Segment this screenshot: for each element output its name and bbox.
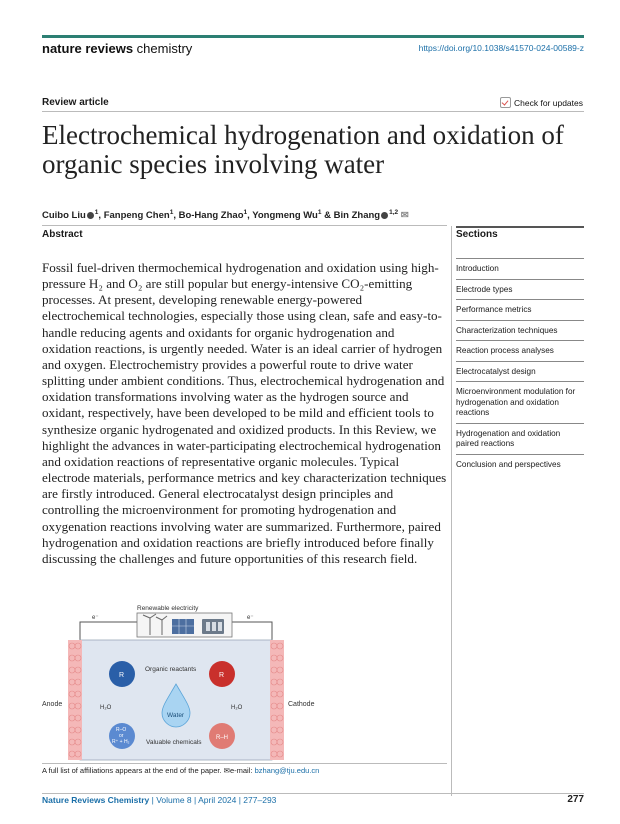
organic-reactants-label: Organic reactants — [145, 666, 197, 673]
author-name[interactable]: Fanpeng Chen — [103, 210, 170, 222]
cathode-electrode — [270, 640, 284, 760]
sections-rule — [456, 226, 584, 228]
author-list: Cuibo Liu $^1$, Fanpeng Chen$^1$, Bo-Hang Zhao$^1$, Yongmeng Wu$^1$ & Bin Zhang $^{1,2}$ ✉ — [42, 209, 409, 222]
affiliation-footnote — [42, 766, 447, 775]
section-link[interactable]: Electrocatalyst design — [456, 361, 584, 382]
divider — [42, 111, 584, 112]
anode-electrode — [68, 640, 82, 760]
email-label: e-mail: — [229, 766, 253, 775]
journal-footer — [42, 795, 276, 805]
author-affiliation-sup: 1 — [94, 209, 99, 216]
abstract-text: Fossil fuel-driven thermochemical hydrogenation and oxidation using high-pressure H₂ and O₂ are still popular but energy-intensive CO₂-emitting processes. At present, developing renewable energy-powered electrochemical technologies, especially those using clean, safe and easy-to-handle reducing agents and oxidants for organic hydrogenation and oxidation reactions, is urgently needed. Water is an ideal carrier of hydrogen and oxygen. Electrochemistry provides a powerful route to drive water splitting under ambient conditions. Thus, electrochemical hydrogenation and oxidation transformations involving water as the hydrogen source and oxidant, respectively, have been developed to be mild and efficient tools to synthesize organic hydrogenated and oxidized products. In this Review, we highlight the advances in water-participating electrochemical hydrogenation and oxidation reactions of representative organic molecules. Typical electrode materials, performance metrics and key characterization techniques are firstly introduced. General electrocatalyst design principles and controlling the microenvironment for promoting hydrogenation and oxygenation reactions involving water are summarized. Furthermore, paired hydrogenation and oxidation reactions are briefly introduced before finally discussing the challenges and future opportunities of this research field. — [42, 260, 447, 566]
journal-logo[interactable] — [42, 41, 192, 56]
volume-info: | Volume 8 | April 2024 | 277–293 — [151, 795, 277, 805]
battery-icon — [202, 619, 224, 634]
section-link[interactable]: Hydrogenation and oxidation paired reactions — [456, 423, 584, 454]
footnote-divider — [42, 763, 447, 764]
author-affiliation-sup: 1,2 — [389, 209, 399, 216]
column-divider — [451, 226, 452, 796]
electron-label-left: e⁻ — [92, 615, 99, 621]
divider — [42, 225, 447, 226]
section-link[interactable]: Characterization techniques — [456, 320, 584, 341]
header-accent-bar — [42, 35, 584, 38]
orcid-icon[interactable] — [381, 212, 388, 219]
author-affiliation-sup: 1 — [243, 209, 248, 216]
h2o-label-cathode: H₂O — [231, 705, 243, 711]
affiliations-note: A full list of affiliations appears at the end of the paper. — [42, 766, 222, 775]
page-number: 277 — [567, 794, 584, 805]
corresponding-mail-icon[interactable]: ✉ — [398, 210, 409, 222]
doi-link[interactable]: https://doi.org/10.1038/s41570-024-00589-z — [418, 43, 584, 53]
section-link[interactable]: Microenvironment modulation for hydrogenation and oxidation reactions — [456, 381, 584, 423]
orcid-icon[interactable] — [87, 212, 94, 219]
wire-left — [80, 622, 137, 640]
reduced-product: R–H — [216, 735, 229, 741]
footer-divider — [42, 793, 584, 794]
check-updates-icon — [500, 97, 511, 108]
section-link[interactable]: Reaction process analyses — [456, 340, 584, 361]
wire-right — [232, 622, 272, 640]
oxidized-product-2: R⁺ + H₂ — [112, 739, 130, 745]
solar-panel-icon — [172, 619, 194, 634]
section-link[interactable]: Introduction — [456, 258, 584, 279]
electron-label-right: e⁻ — [247, 615, 254, 621]
journal-name[interactable]: Nature Reviews Chemistry — [42, 795, 150, 805]
oxidized-product-1: R–O — [116, 727, 127, 733]
graphical-abstract — [42, 602, 447, 762]
abstract-heading: Abstract — [42, 229, 83, 240]
anode-label: Anode — [42, 701, 63, 708]
reactant-r-anode: R — [119, 672, 125, 679]
h2o-label-anode: H₂O — [100, 705, 112, 711]
oxidized-product-or: or — [119, 733, 124, 739]
brand-bold: nature reviews — [42, 41, 134, 56]
check-updates-button[interactable] — [500, 97, 583, 108]
author-name[interactable]: Bo-Hang Zhao — [178, 210, 244, 222]
sections-list — [456, 258, 584, 474]
author-name[interactable]: Yongmeng Wu — [252, 210, 318, 222]
reactant-r-cathode: R — [219, 672, 225, 679]
sections-heading: Sections — [456, 229, 498, 240]
author-name[interactable]: Cuibo Liu — [42, 210, 86, 222]
renewable-label: Renewable electricity — [137, 605, 199, 612]
cathode-label: Cathode — [288, 701, 315, 708]
author-affiliation-sup: 1 — [169, 209, 174, 216]
section-link[interactable]: Performance metrics — [456, 299, 584, 320]
check-updates-label: Check for updates — [514, 97, 583, 108]
section-link[interactable]: Conclusion and perspectives — [456, 454, 584, 475]
article-type: Review article — [42, 97, 109, 108]
mail-icon: ✉ — [223, 766, 230, 775]
article-title: Electrochemical hydrogenation and oxidation of organic species involving water — [42, 120, 564, 179]
author-affiliation-sup: 1 — [317, 209, 322, 216]
email-link[interactable]: bzhang@tju.edu.cn — [254, 766, 320, 775]
water-label: Water — [167, 712, 185, 719]
author-name[interactable]: Bin Zhang — [333, 210, 381, 222]
brand-light: chemistry — [136, 41, 193, 56]
valuable-chemicals-label: Valuable chemicals — [146, 739, 202, 746]
section-link[interactable]: Electrode types — [456, 279, 584, 300]
